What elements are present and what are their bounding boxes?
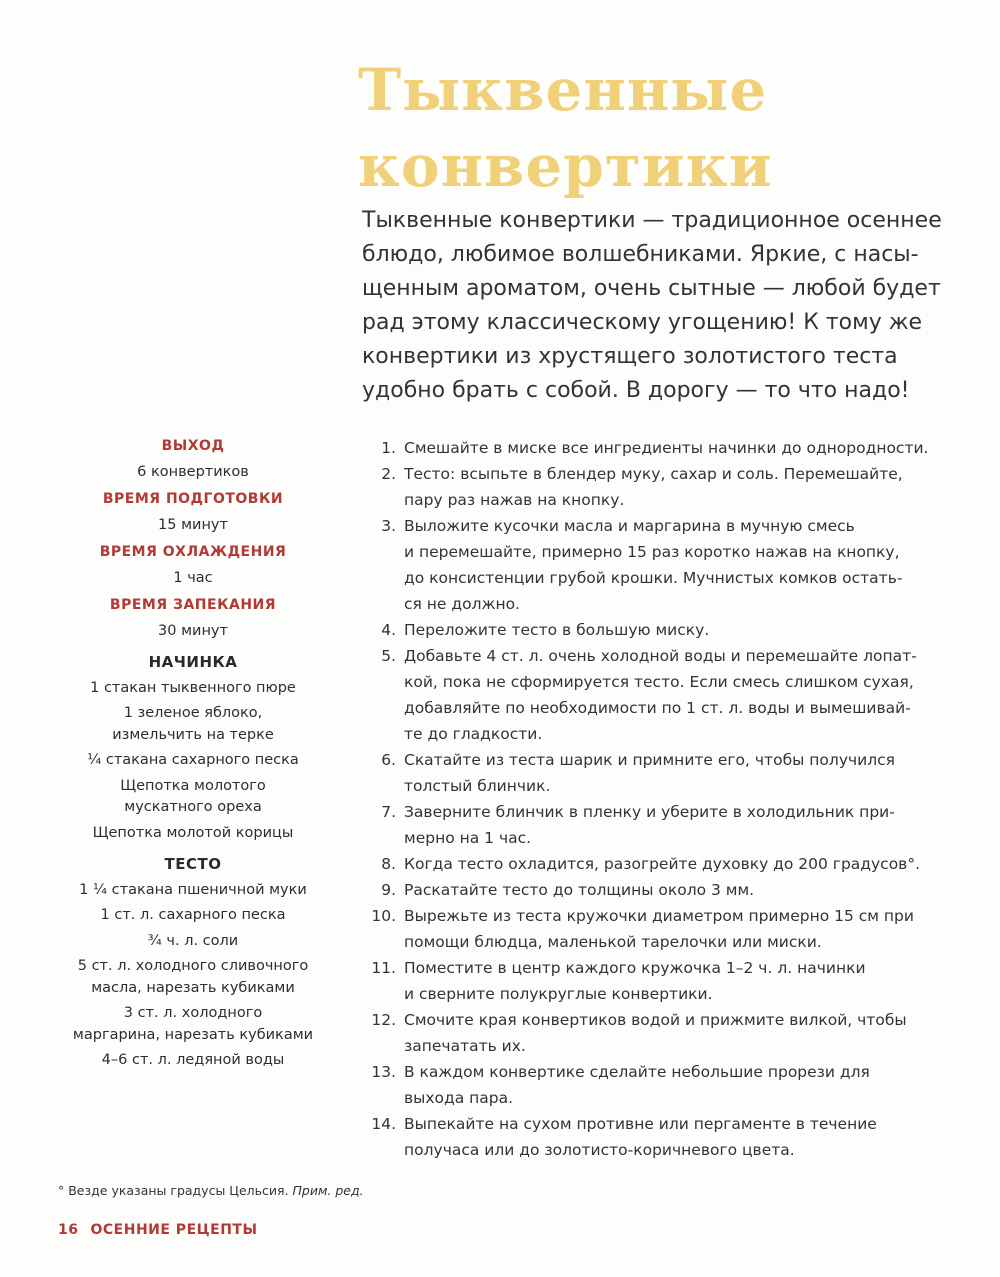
step-line: запечатать их.	[404, 1037, 526, 1055]
step-line: выхода пара.	[404, 1089, 514, 1107]
step-number: 1.	[381, 439, 396, 457]
step-line: Переложите тесто в большую миску.	[404, 621, 710, 639]
ingredient-line: 3 ст. л. холодного	[123, 1005, 263, 1021]
step-line: Поместите в центр каждого кружочка 1–2 ч. л. начинки	[404, 959, 866, 977]
step-item	[352, 643, 942, 747]
step-text	[404, 513, 942, 617]
step-line: Выпекайте на сухом противне или пергаменте в течение	[404, 1115, 877, 1133]
intro-line: щенным ароматом, очень сытные — любой будет	[362, 276, 941, 301]
ingredient-line: 1 зеленое яблоко,	[123, 705, 263, 721]
meta-label-prep: ВРЕМЯ ПОДГОТОВКИ	[102, 491, 284, 507]
step-text	[404, 877, 942, 903]
ingredient-line: мускатного ореха	[124, 799, 262, 815]
section-name: ОСЕННИЕ РЕЦЕПТЫ	[90, 1222, 258, 1238]
ingredient-item	[58, 678, 328, 700]
meta-value-bake: 30 минут	[158, 622, 228, 639]
step-number: 10.	[371, 907, 396, 925]
ingredient-item	[58, 905, 328, 927]
step-line: Смешайте в миске все ингредиенты начинки до однородности.	[404, 439, 929, 457]
step-text	[404, 955, 942, 1007]
ingredient-item	[58, 880, 328, 902]
step-item	[352, 513, 942, 617]
step-line: Выложите кусочки масла и маргарина в мучную смесь	[404, 517, 855, 535]
footnote-text: ° Везде указаны градусы Цельсия.	[58, 1183, 293, 1198]
step-item	[352, 747, 942, 799]
intro-paragraph	[362, 204, 952, 408]
step-text	[404, 1007, 942, 1059]
step-text	[404, 851, 942, 877]
ingredient-line: Щепотка молотой корицы	[92, 824, 294, 841]
step-line: Раскатайте тесто до толщины около 3 мм.	[404, 881, 755, 899]
ingredient-line: 1 ¼ стакана пшеничной муки	[79, 881, 307, 898]
ingredient-line: Щепотка молотого	[120, 777, 266, 794]
step-text	[404, 435, 942, 461]
ingredient-line: 4–6 ст. л. ледяной воды	[101, 1052, 285, 1068]
recipe-sidebar	[58, 436, 328, 1072]
ingredient-line: измельчить на терке	[112, 726, 274, 743]
meta-value-yield: 6 конвертиков	[137, 463, 249, 480]
step-line: Тесто: всыпьте в блендер муку, сахар и соль. Перемешайте,	[404, 465, 903, 483]
step-text	[404, 747, 942, 799]
ingredient-line: ¾ ч. л. соли	[147, 932, 239, 949]
step-item	[352, 877, 942, 903]
title-line: Тыквенные	[358, 56, 768, 124]
step-line: В каждом конвертике сделайте небольшие прорези для	[404, 1063, 870, 1081]
intro-line: удобно брать с собой. В дорогу — то что надо!	[362, 378, 910, 403]
step-line: те до гладкости.	[404, 725, 543, 743]
step-line: кой, пока не сформируется тесто. Если смесь слишком сухая,	[404, 673, 914, 691]
step-line: мерно на 1 час.	[404, 829, 532, 847]
intro-line: рад этому классическому угощению! К тому же	[362, 310, 923, 335]
step-line: Смочите края конвертиков водой и прижмите вилкой, чтобы	[404, 1011, 907, 1029]
page-number: 16	[58, 1222, 79, 1238]
step-number: 9.	[381, 881, 396, 899]
page-footer	[58, 1222, 257, 1238]
meta-label-bake: ВРЕМЯ ЗАПЕКАНИЯ	[109, 597, 277, 613]
step-line: ся не должно.	[404, 595, 520, 613]
step-item	[352, 851, 942, 877]
ingredient-line: ¼ стакана сахарного песка	[87, 752, 299, 768]
step-line: толстый блинчик.	[404, 777, 551, 795]
step-number: 14.	[371, 1115, 396, 1133]
ingredient-item	[58, 1003, 328, 1046]
step-text	[404, 617, 942, 643]
step-item	[352, 799, 942, 851]
ingredient-item	[58, 823, 328, 845]
step-number: 2.	[381, 465, 396, 483]
ingredient-item	[58, 776, 328, 819]
step-line: получаса или до золотисто-коричневого цвета.	[404, 1141, 795, 1159]
step-number: 11.	[371, 959, 396, 977]
step-number: 4.	[381, 621, 396, 639]
intro-line: блюдо, любимое волшебниками. Яркие, с насы-	[362, 242, 919, 267]
footnote	[58, 1183, 364, 1198]
intro-line: конвертики из хрустящего золотистого теста	[362, 344, 898, 369]
step-item	[352, 1111, 942, 1163]
step-text	[404, 1059, 942, 1111]
step-text	[404, 1111, 942, 1163]
footnote-italic: Прим. ред.	[292, 1183, 364, 1198]
step-item	[352, 1059, 942, 1111]
ingredient-item	[58, 703, 328, 746]
ingredient-item	[58, 1050, 328, 1072]
step-number: 7.	[381, 803, 396, 821]
step-item	[352, 435, 942, 461]
ingredient-line: 5 ст. л. холодного сливочного	[77, 958, 309, 974]
step-item	[352, 955, 942, 1007]
step-number: 5.	[381, 647, 396, 665]
step-line: помощи блюдца, маленькой тарелочки или миски.	[404, 933, 822, 951]
step-item	[352, 617, 942, 643]
step-line: до консистенции грубой крошки. Мучнистых комков остать-	[404, 569, 903, 587]
ingredient-line: 1 ст. л. сахарного песка	[100, 907, 286, 923]
ingredient-line: маргарина, нарезать кубиками	[72, 1026, 314, 1043]
step-text	[404, 799, 942, 851]
meta-value-chill: 1 час	[173, 569, 213, 586]
step-number: 12.	[371, 1011, 396, 1029]
step-line: Вырежьте из теста кружочки диаметром примерно 15 см при	[404, 907, 914, 925]
meta-value-prep: 15 минут	[158, 516, 228, 533]
ingredient-line: 1 стакан тыквенного пюре	[90, 679, 296, 696]
step-number: 13.	[371, 1063, 396, 1081]
step-text	[404, 643, 942, 747]
step-text	[404, 461, 942, 513]
step-line: Скатайте из теста шарик и примните его, чтобы получился	[404, 751, 895, 769]
step-number: 3.	[381, 517, 396, 535]
filling-heading: НАЧИНКА	[148, 653, 238, 671]
step-line: пару раз нажав на кнопку.	[404, 491, 625, 509]
step-line: Заверните блинчик в пленку и уберите в холодильник при-	[404, 803, 895, 821]
ingredient-item	[58, 750, 328, 772]
step-text	[404, 903, 942, 955]
step-line: и перемешайте, примерно 15 раз коротко нажав на кнопку,	[404, 543, 900, 561]
step-line: добавляйте по необходимости по 1 ст. л. воды и вымешивай-	[404, 699, 911, 717]
meta-label-chill: ВРЕМЯ ОХЛАЖДЕНИЯ	[99, 544, 287, 560]
ingredient-line: масла, нарезать кубиками	[91, 979, 295, 996]
step-item	[352, 461, 942, 513]
recipe-title	[358, 52, 958, 204]
step-line: Когда тесто охладится, разогрейте духовку до 200 градусов°.	[404, 855, 920, 873]
intro-line: Тыквенные конвертики — традиционное осеннее	[362, 208, 942, 233]
ingredient-item	[58, 956, 328, 999]
step-number: 6.	[381, 751, 396, 769]
steps-list	[352, 435, 942, 1163]
step-number: 8.	[381, 855, 396, 873]
meta-label-yield: ВЫХОД	[161, 438, 225, 454]
ingredient-item	[58, 931, 328, 953]
dough-heading: ТЕСТО	[164, 855, 222, 873]
step-item	[352, 1007, 942, 1059]
step-line: Добавьте 4 ст. л. очень холодной воды и перемешайте лопат-	[404, 647, 917, 665]
step-line: и сверните полукруглые конвертики.	[404, 985, 713, 1003]
step-item	[352, 903, 942, 955]
title-line: конвертики	[358, 132, 773, 200]
